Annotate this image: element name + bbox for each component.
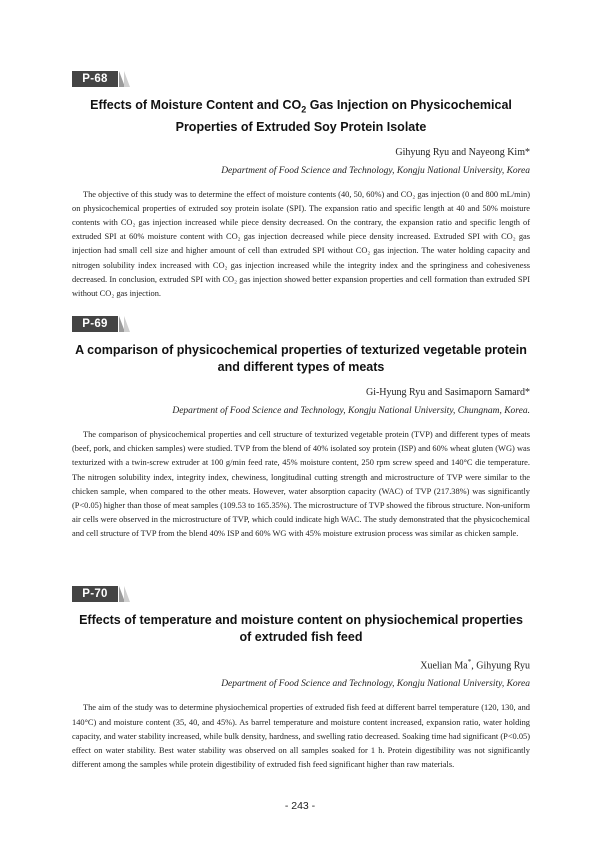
abstract-title: Effects of Moisture Content and $CO_2$ Gas Injection on Physicochemical Properties of Extruded Soy Protein Isolate bbox=[90, 98, 512, 134]
author-list: Gihyung Ryu and Nayeong Kim* bbox=[395, 146, 530, 158]
abstract-body: The comparison of physicochemical properties and cell structure of texturized vegetable protein (TVP) and different types of meats (beef, pork, and chicken samples) were studied. TVP from the blend of 40% isolated soy protein (ISP) and 60% wheat gluten (WG) was texturized with a twin-screw extruder at 100 g/min feed rate, 45% moisture content, 250 rpm screw speed and 140°C die temperature. The nitrogen solubility index, integrity index, chewiness, longitudinal cutting strength and microstructure of TVP were similar to the chicken sample, when compared to the other meats. However, water absorption capacity (WAC) of TVP (217.38%) was significantly (P<0.05) higher than those of meat samples (109.53 to 165.35%). The microstructure of TVP showed the fibrous structure. Non-uniform air cells were observed in the microstructure of TVP, which could indicate high WAC. The study demonstrated that the physicochemical and cell structure of TVP from the blend 40% ISP and 60% WG with 45% moisture extrusion process was similar as chicken sample. bbox=[72, 430, 530, 539]
author-list: Xuelian Ma*, Gihyung Ryu bbox=[420, 658, 530, 672]
abstract-body: The objective of this study was to determine the effect of moisture contents (40, 50, 60%) and CO₂ gas injection (0 and 800 mL/min) on physicochemical properties of extruded soy protein isolate (SPI). The expansion ratio and specific length at 40 and 50% moisture contents with CO₂ gas injection increased while piece density decreased. On the contrary, the expansion ratio and specific length of extruded SPI at 60% moisture content with CO₂ gas injection decreased while piece density increased. Extruded SPI with CO₂ gas injection had small cell size and higher amount of cell than extruded SPI without CO₂ gas injection. The water holding capacity and nitrogen solubility index increased with CO₂ gas injection increased while the integrity index and the springiness and cohesiveness decreased. In conclusion, extruded SPI with CO₂ gas injection showed better expansion properties and cell formation than extruded SPI without CO₂ gas injection. bbox=[72, 189, 530, 298]
abstract-p69 bbox=[72, 314, 530, 542]
abstract-title: Effects of temperature and moisture content on physiochemical properties of extruded fish feed bbox=[79, 613, 523, 644]
affiliation: Department of Food Science and Technology, Kongju National University, Korea bbox=[221, 679, 530, 690]
abstract-p68 bbox=[72, 69, 530, 301]
section-badge: P-70 bbox=[72, 586, 118, 602]
section-badge: P-69 bbox=[72, 316, 118, 332]
abstract-title: A comparison of physicochemical properties of texturized vegetable protein and different types of meats bbox=[75, 343, 527, 374]
affiliation: Department of Food Science and Technology, Kongju National University, Chungnam, Korea. bbox=[172, 406, 530, 416]
affiliation: Department of Food Science and Technology, Kongju National University, Korea bbox=[221, 165, 530, 176]
page-number: - 243 - bbox=[284, 800, 316, 812]
abstract-body: The aim of the study was to determine physiochemical properties of extruded fish feed at different barrel temperature (120, 130, and 140°C) and moisture content (35, 40, and 45%). As barrel temperature and moisture content increased, expansion ratio, water holding capacity, and water stability increased, while bulk density, hardness, and swelling ratio decreased. Soaking time had significant (P<0.05) effect on water stability. Best water stability was observed on all samples soaked for 1 h. Protein digestibility was not significantly different among the samples while protein digestibility of extruded fish feed significant higher than raw materials. bbox=[72, 703, 530, 770]
abstract-p70 bbox=[72, 584, 530, 772]
author-list: Gi-Hyung Ryu and Sasimaporn Samard* bbox=[365, 387, 530, 398]
section-badge: P-68 bbox=[72, 71, 118, 87]
